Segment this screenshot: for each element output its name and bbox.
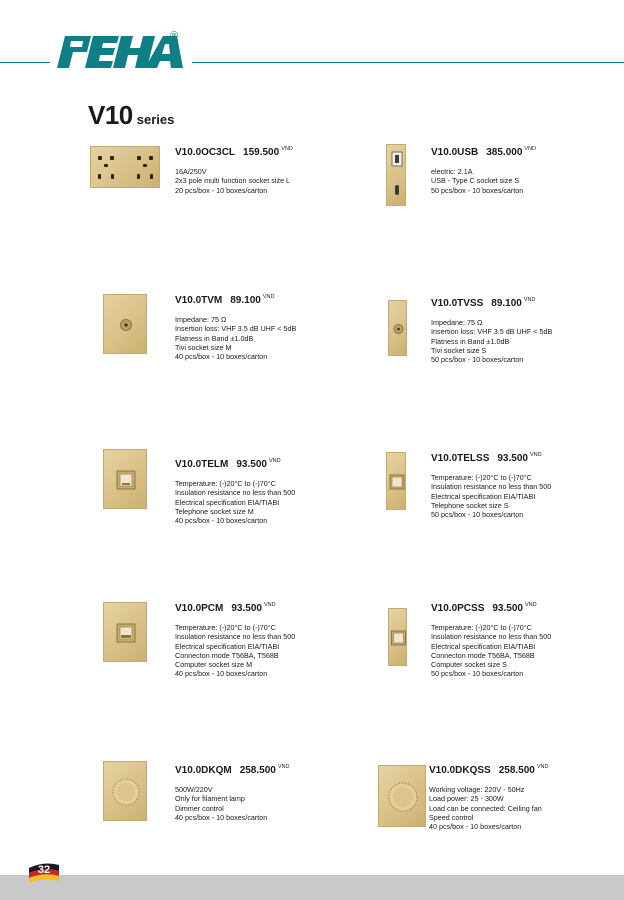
spec-line: Electrical specification EIA/TIABI bbox=[431, 491, 536, 501]
product-code: V10.0TVSS bbox=[431, 298, 484, 309]
spec-line: Temperature: (-)20°C to (-)70°C bbox=[175, 479, 276, 488]
currency-label: VND bbox=[281, 146, 293, 152]
header-rule-right bbox=[192, 62, 624, 63]
tv-socket-icon bbox=[104, 295, 148, 355]
product-image-telm bbox=[103, 449, 147, 509]
product-code: V10.0TELM bbox=[175, 459, 229, 470]
currency-label: VND bbox=[263, 602, 276, 608]
spec-line: Tivi socket size S bbox=[431, 345, 487, 355]
spec-line: Connecton mode T56BA, T568B bbox=[431, 650, 535, 660]
spec-line: Electrical specification EIA/TIABI bbox=[175, 497, 280, 507]
double-socket-icon bbox=[91, 147, 161, 189]
spec-line: Temperature: (-)20°C to (-)70°C bbox=[431, 473, 532, 482]
series-suffix: series bbox=[136, 112, 175, 127]
spec-line: 40 pcs/box - 10 boxes/carton bbox=[175, 812, 268, 822]
currency-label: VND bbox=[524, 602, 537, 608]
spec-line: 2x3 pole multi function socket size L bbox=[175, 176, 291, 186]
spec-line: USB - Type C socket size S bbox=[431, 176, 520, 186]
spec-line: Insulation resistance no less than 500 bbox=[175, 488, 296, 498]
product-price: 89.100 bbox=[230, 295, 261, 306]
spec-line: Insertion loss: VHF 3.5 dB UHF < 5dB bbox=[175, 324, 297, 334]
currency-label: VND bbox=[277, 764, 290, 770]
series-title bbox=[88, 100, 174, 131]
header-rule-left bbox=[0, 62, 50, 63]
product-specs bbox=[175, 315, 395, 361]
product-price: 93.500 bbox=[492, 603, 523, 614]
spec-line: Flatness in Band ±1.0dB bbox=[175, 333, 254, 343]
peha-logo bbox=[55, 34, 185, 70]
product-specs bbox=[175, 167, 395, 195]
product-oc3cl bbox=[175, 146, 395, 195]
product-price: 93.500 bbox=[231, 603, 262, 614]
spec-line: 50 pcs/box - 10 boxes/carton bbox=[431, 669, 524, 679]
product-dkqm bbox=[175, 764, 395, 822]
spec-line: Working voltage: 220V - 50Hz bbox=[429, 785, 525, 794]
spec-line: Computer socket size M bbox=[175, 660, 253, 670]
product-specs bbox=[175, 785, 395, 822]
spec-line: Insulation resistance no less than 500 bbox=[431, 632, 552, 642]
product-code: V10.0PCM bbox=[175, 603, 224, 614]
currency-label: VND bbox=[262, 294, 275, 300]
product-price: 385.000 bbox=[486, 147, 523, 158]
spec-line: Only for filament lamp bbox=[175, 794, 245, 804]
product-dkqss bbox=[429, 764, 624, 831]
product-price: 258.500 bbox=[498, 765, 535, 776]
spec-line: 50 pcs/box - 10 boxes/carton bbox=[431, 510, 524, 520]
product-telss bbox=[431, 452, 624, 519]
product-code: V10.0TELSS bbox=[431, 453, 490, 464]
product-specs bbox=[175, 479, 395, 525]
product-code: V10.0USB bbox=[431, 147, 479, 158]
product-specs bbox=[431, 623, 624, 679]
currency-label: VND bbox=[268, 458, 281, 464]
footer-bar bbox=[0, 875, 624, 900]
product-code: V10.0TVM bbox=[175, 295, 223, 306]
spec-line: Flatness in Band ±1.0dB bbox=[431, 336, 510, 346]
product-specs bbox=[431, 318, 624, 364]
spec-line: Speed control bbox=[429, 812, 474, 822]
product-image-tvm bbox=[103, 294, 147, 354]
product-code: V10.0DKQM bbox=[175, 765, 232, 776]
product-price: 258.500 bbox=[239, 765, 276, 776]
product-specs bbox=[429, 785, 624, 831]
product-code: V10.0PCSS bbox=[431, 603, 485, 614]
spec-line: Dimmer control bbox=[175, 803, 224, 813]
product-code: V10.0OC3CL bbox=[175, 147, 236, 158]
product-code: V10.0DKQSS bbox=[429, 765, 491, 776]
spec-line: 40 pcs/box - 10 boxes/carton bbox=[429, 822, 522, 832]
currency-label: VND bbox=[524, 146, 537, 152]
spec-line: Telephone socket size M bbox=[175, 506, 254, 516]
product-price: 93.500 bbox=[236, 459, 267, 470]
spec-line: Impedane: 75 Ω bbox=[431, 318, 483, 327]
spec-line: Impedane: 75 Ω bbox=[175, 315, 227, 324]
spec-line: Load power: 25 - 300W bbox=[429, 794, 504, 804]
telephone-socket-icon bbox=[104, 450, 148, 510]
page-number: 32 bbox=[37, 864, 51, 876]
product-price: 93.500 bbox=[497, 453, 528, 464]
product-image-dkqm bbox=[103, 761, 147, 821]
spec-line: 40 pcs/box - 10 boxes/carton bbox=[175, 516, 268, 526]
product-specs bbox=[431, 473, 624, 519]
product-specs bbox=[431, 167, 624, 195]
spec-line: 50 pcs/box - 10 boxes/carton bbox=[431, 185, 524, 195]
spec-line: Computer socket size S bbox=[431, 660, 507, 670]
spec-line: 50 pcs/box - 10 boxes/carton bbox=[431, 355, 524, 365]
product-specs bbox=[175, 623, 395, 679]
spec-line: 40 pcs/box - 10 boxes/carton bbox=[175, 669, 268, 679]
spec-line: 16A/250V bbox=[175, 167, 207, 176]
product-image-pcm bbox=[103, 602, 147, 662]
currency-label: VND bbox=[529, 452, 542, 458]
product-telm bbox=[175, 458, 395, 525]
product-tvss bbox=[431, 297, 624, 364]
spec-line: Electrical specification EIA/TIABI bbox=[431, 641, 536, 651]
spec-line: Insertion loss: VHF 3.5 dB UHF < 5dB bbox=[431, 327, 553, 337]
product-usb bbox=[431, 146, 624, 195]
spec-line: Temperature: (-)20°C to (-)70°C bbox=[175, 623, 276, 632]
dimmer-knob-icon bbox=[104, 762, 148, 822]
spec-line: Electrical specification EIA/TIABI bbox=[175, 641, 280, 651]
spec-line: Temperature: (-)20°C to (-)70°C bbox=[431, 623, 532, 632]
spec-line: 20 pcs/box - 10 boxes/carton bbox=[175, 185, 268, 195]
computer-socket-icon bbox=[104, 603, 148, 663]
spec-line: Insulation resistance no less than 500 bbox=[431, 482, 552, 492]
product-price: 89.100 bbox=[491, 298, 522, 309]
spec-line: Connecton mode T56BA, T568B bbox=[175, 650, 279, 660]
series-name: V10 bbox=[88, 100, 133, 130]
product-pcm bbox=[175, 602, 395, 679]
spec-line: 500W/220V bbox=[175, 785, 213, 794]
spec-line: Load can be connected: Ceiling fan bbox=[429, 803, 542, 813]
product-pcss bbox=[431, 602, 624, 679]
spec-line: Insulation resistance no less than 500 bbox=[175, 632, 296, 642]
spec-line: 40 pcs/box - 10 boxes/carton bbox=[175, 352, 268, 362]
registered-mark: ® bbox=[170, 30, 179, 42]
spec-line: electric: 2.1A bbox=[431, 167, 473, 176]
currency-label: VND bbox=[523, 297, 536, 303]
currency-label: VND bbox=[536, 764, 549, 770]
product-price: 159.500 bbox=[243, 147, 280, 158]
spec-line: Tivi socket size M bbox=[175, 342, 232, 352]
spec-line: Telephone socket size S bbox=[431, 500, 509, 510]
product-tvm bbox=[175, 294, 395, 361]
product-image-oc3cl bbox=[90, 146, 160, 188]
